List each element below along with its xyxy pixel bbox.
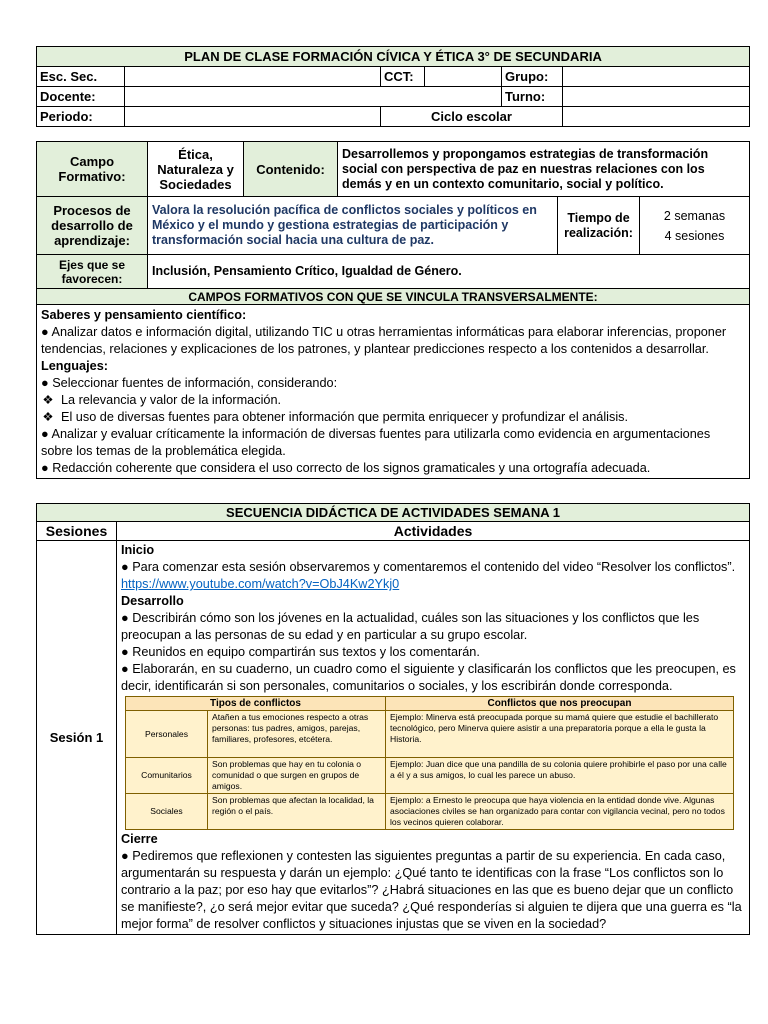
cierre-line-2: contrario a la paz; por eso hay que evitarlos”? ¿Habrá situaciones en las que es bueno dejar que un conflicto bbox=[121, 883, 734, 897]
transversal-line-9: ● Redacción coherente que considera el uso correcto de los signos gramaticales y una ortografía adecuada. bbox=[41, 461, 651, 475]
transversal-title: CAMPOS FORMATIVOS CON QUE SE VINCULA TRANSVERSALMENTE: bbox=[37, 289, 750, 305]
grupo-field[interactable] bbox=[563, 67, 750, 87]
ciclo-field[interactable] bbox=[563, 107, 750, 127]
periodo-label: Periodo: bbox=[37, 107, 125, 127]
ciclo-label: Ciclo escolar bbox=[381, 107, 563, 127]
session-activities bbox=[117, 541, 750, 935]
docente-label: Docente: bbox=[37, 87, 125, 107]
campo-value: Ética, Naturaleza y Sociedades bbox=[148, 142, 244, 197]
plan-table bbox=[36, 141, 750, 479]
cierre-line-0: ● Pediremos que reflexionen y contesten las siguientes preguntas a partir de su experiencia. En cada caso, bbox=[121, 849, 726, 863]
conflict-description: Son problemas que afectan la localidad, la región o el país. bbox=[208, 794, 386, 830]
cct-field[interactable] bbox=[425, 67, 502, 87]
conflict-type: Personales bbox=[126, 711, 208, 758]
cct-label: CCT: bbox=[381, 67, 425, 87]
tiempo-sessions: 4 sesiones bbox=[664, 228, 725, 243]
conflict-example: Ejemplo: Minerva está preocupada porque su mamá quiere que estudie el bachillerato tecnológico, pero Minerva quiere asistir a una preparatoria porque a ella le gusta la Historia. bbox=[386, 711, 734, 758]
ejes-value: Inclusión, Pensamiento Crítico, Igualdad de Género. bbox=[148, 255, 750, 289]
tiempo-label: Tiempo de realización: bbox=[558, 197, 640, 255]
cierre-heading: Cierre bbox=[121, 832, 158, 846]
conflict-example: Ejemplo: Juan dice que una pandilla de su colonia quiere prohibirle el paso por una calle a él y a sus amigos, lo cual les parece un abuso. bbox=[386, 758, 734, 794]
header-table bbox=[36, 46, 750, 127]
transversal-line-8: sobre los temas de la problemática elegida. bbox=[41, 444, 286, 458]
inicio-heading: Inicio bbox=[121, 543, 155, 557]
ejes-label: Ejes que se favorecen: bbox=[37, 255, 148, 289]
cierre-line-4: mejor forma” de resolver conflictos y situaciones injustas que se viven en la sociedad? bbox=[121, 917, 607, 931]
conflicts-table bbox=[125, 696, 734, 830]
conflict-types-header: Tipos de conflictos bbox=[126, 697, 386, 711]
contenido-value: Desarrollemos y propongamos estrategias de transformación social con perspectiva de paz en nuestras relaciones con los demás y en un contexto comunitario, social y político. bbox=[338, 142, 750, 197]
diamond-icon: ❖ bbox=[42, 410, 54, 424]
desarrollo-line-2: ● Reunidos en equipo compartirán sus textos y los comentarán. bbox=[121, 645, 480, 659]
conflict-description: Son problemas que hay en tu colonia o comunidad o que surgen en grupos de amigos. bbox=[208, 758, 386, 794]
cierre-line-1: argumentarán su respuesta y darán un ejemplo: ¿Qué tanto te identificas con la frase “Los conflictos son lo bbox=[121, 866, 724, 880]
turno-field[interactable] bbox=[563, 87, 750, 107]
transversal-line-3: Lenguajes: bbox=[41, 359, 108, 373]
conflict-type: Sociales bbox=[126, 794, 208, 830]
session-label: Sesión 1 bbox=[37, 541, 117, 935]
transversal-line-5: La relevancia y valor de la información. bbox=[61, 393, 282, 407]
transversal-line-0: Saberes y pensamiento científico: bbox=[41, 308, 247, 322]
procesos-value: Valora la resolución pacífica de conflictos sociales y políticos en México y el mundo y gestiona estrategias de participación y transformación social hacia una cultura de paz. bbox=[148, 197, 558, 255]
transversal-line-6: El uso de diversas fuentes para obtener información que permita enriquecer y profundizar el análisis. bbox=[61, 410, 629, 424]
desarrollo-line-0: ● Describirán cómo son los jóvenes en la actualidad, cuáles son las situaciones y los conflictos que les bbox=[121, 611, 700, 625]
conflict-example: Ejemplo: a Ernesto le preocupa que haya violencia en la entidad donde vive. Algunas asociaciones civiles se han organizado para contar con vigilancia vecinal, pero no todos los vecinos quieren colaborar. bbox=[386, 794, 734, 830]
desarrollo-heading: Desarrollo bbox=[121, 594, 184, 608]
transversal-content bbox=[37, 305, 750, 479]
video-link[interactable]: https://www.youtube.com/watch?v=ObJ4Kw2Ykj0 bbox=[121, 577, 400, 591]
diamond-icon: ❖ bbox=[42, 393, 54, 407]
desarrollo-line-1: preocupan a las personas de su edad y en particular a su grupo escolar. bbox=[121, 628, 528, 642]
transversal-line-4: ● Seleccionar fuentes de información, considerando: bbox=[41, 376, 338, 390]
campo-label: Campo Formativo: bbox=[37, 142, 148, 197]
sequence-title: SECUENCIA DIDÁCTICA DE ACTIVIDADES SEMANA 1 bbox=[37, 504, 750, 522]
grupo-label: Grupo: bbox=[502, 67, 563, 87]
procesos-label: Procesos de desarrollo de aprendizaje: bbox=[37, 197, 148, 255]
cierre-line-3: se manifieste?, ¿o será mejor evitar que suceda? ¿Qué responderías si alguien te dijera que una guerra es “la bbox=[121, 900, 742, 914]
conflict-description: Atañen a tus emociones respecto a otras personas: tus padres, amigos, parejas, familiares, profesores, etcétera. bbox=[208, 711, 386, 758]
sequence-table bbox=[36, 503, 750, 935]
desarrollo-line-3: ● Elaborarán, en su cuaderno, un cuadro como el siguiente y clasificarán los conflictos que les preocupen, es bbox=[121, 662, 736, 676]
conflict-type: Comunitarios bbox=[126, 758, 208, 794]
periodo-field[interactable] bbox=[125, 107, 381, 127]
plan-title: PLAN DE CLASE FORMACIÓN CÍVICA Y ÉTICA 3° DE SECUNDARIA bbox=[37, 47, 750, 67]
transversal-line-7: ● Analizar y evaluar críticamente la información de diversas fuentes para utilizarla como evidencia en argumentaciones bbox=[41, 427, 711, 441]
desarrollo-line-4: decir, identificarán si son personales, comunitarios o sociales, y los escribirán donde corresponda. bbox=[121, 679, 673, 693]
sessions-header: Sesiones bbox=[37, 522, 117, 541]
activities-header: Actividades bbox=[117, 522, 750, 541]
transversal-line-1: ● Analizar datos e información digital, utilizando TIC u otras herramientas informáticas para elaborar inferencias, proponer bbox=[41, 325, 727, 339]
conflict-concerns-header: Conflictos que nos preocupan bbox=[386, 697, 734, 711]
inicio-text: ● Para comenzar esta sesión observaremos y comentaremos el contenido del video “Resolver los conflictos”. bbox=[121, 560, 736, 574]
transversal-line-2: tendencias, relaciones y explicaciones de los patrones, y plantear predicciones respecto a los contenidos a desarrollar. bbox=[41, 342, 709, 356]
esc-label: Esc. Sec. bbox=[37, 67, 125, 87]
contenido-label: Contenido: bbox=[244, 142, 338, 197]
docente-field[interactable] bbox=[125, 87, 502, 107]
turno-label: Turno: bbox=[502, 87, 563, 107]
esc-field[interactable] bbox=[125, 67, 381, 87]
tiempo-weeks: 2 semanas bbox=[663, 208, 726, 223]
